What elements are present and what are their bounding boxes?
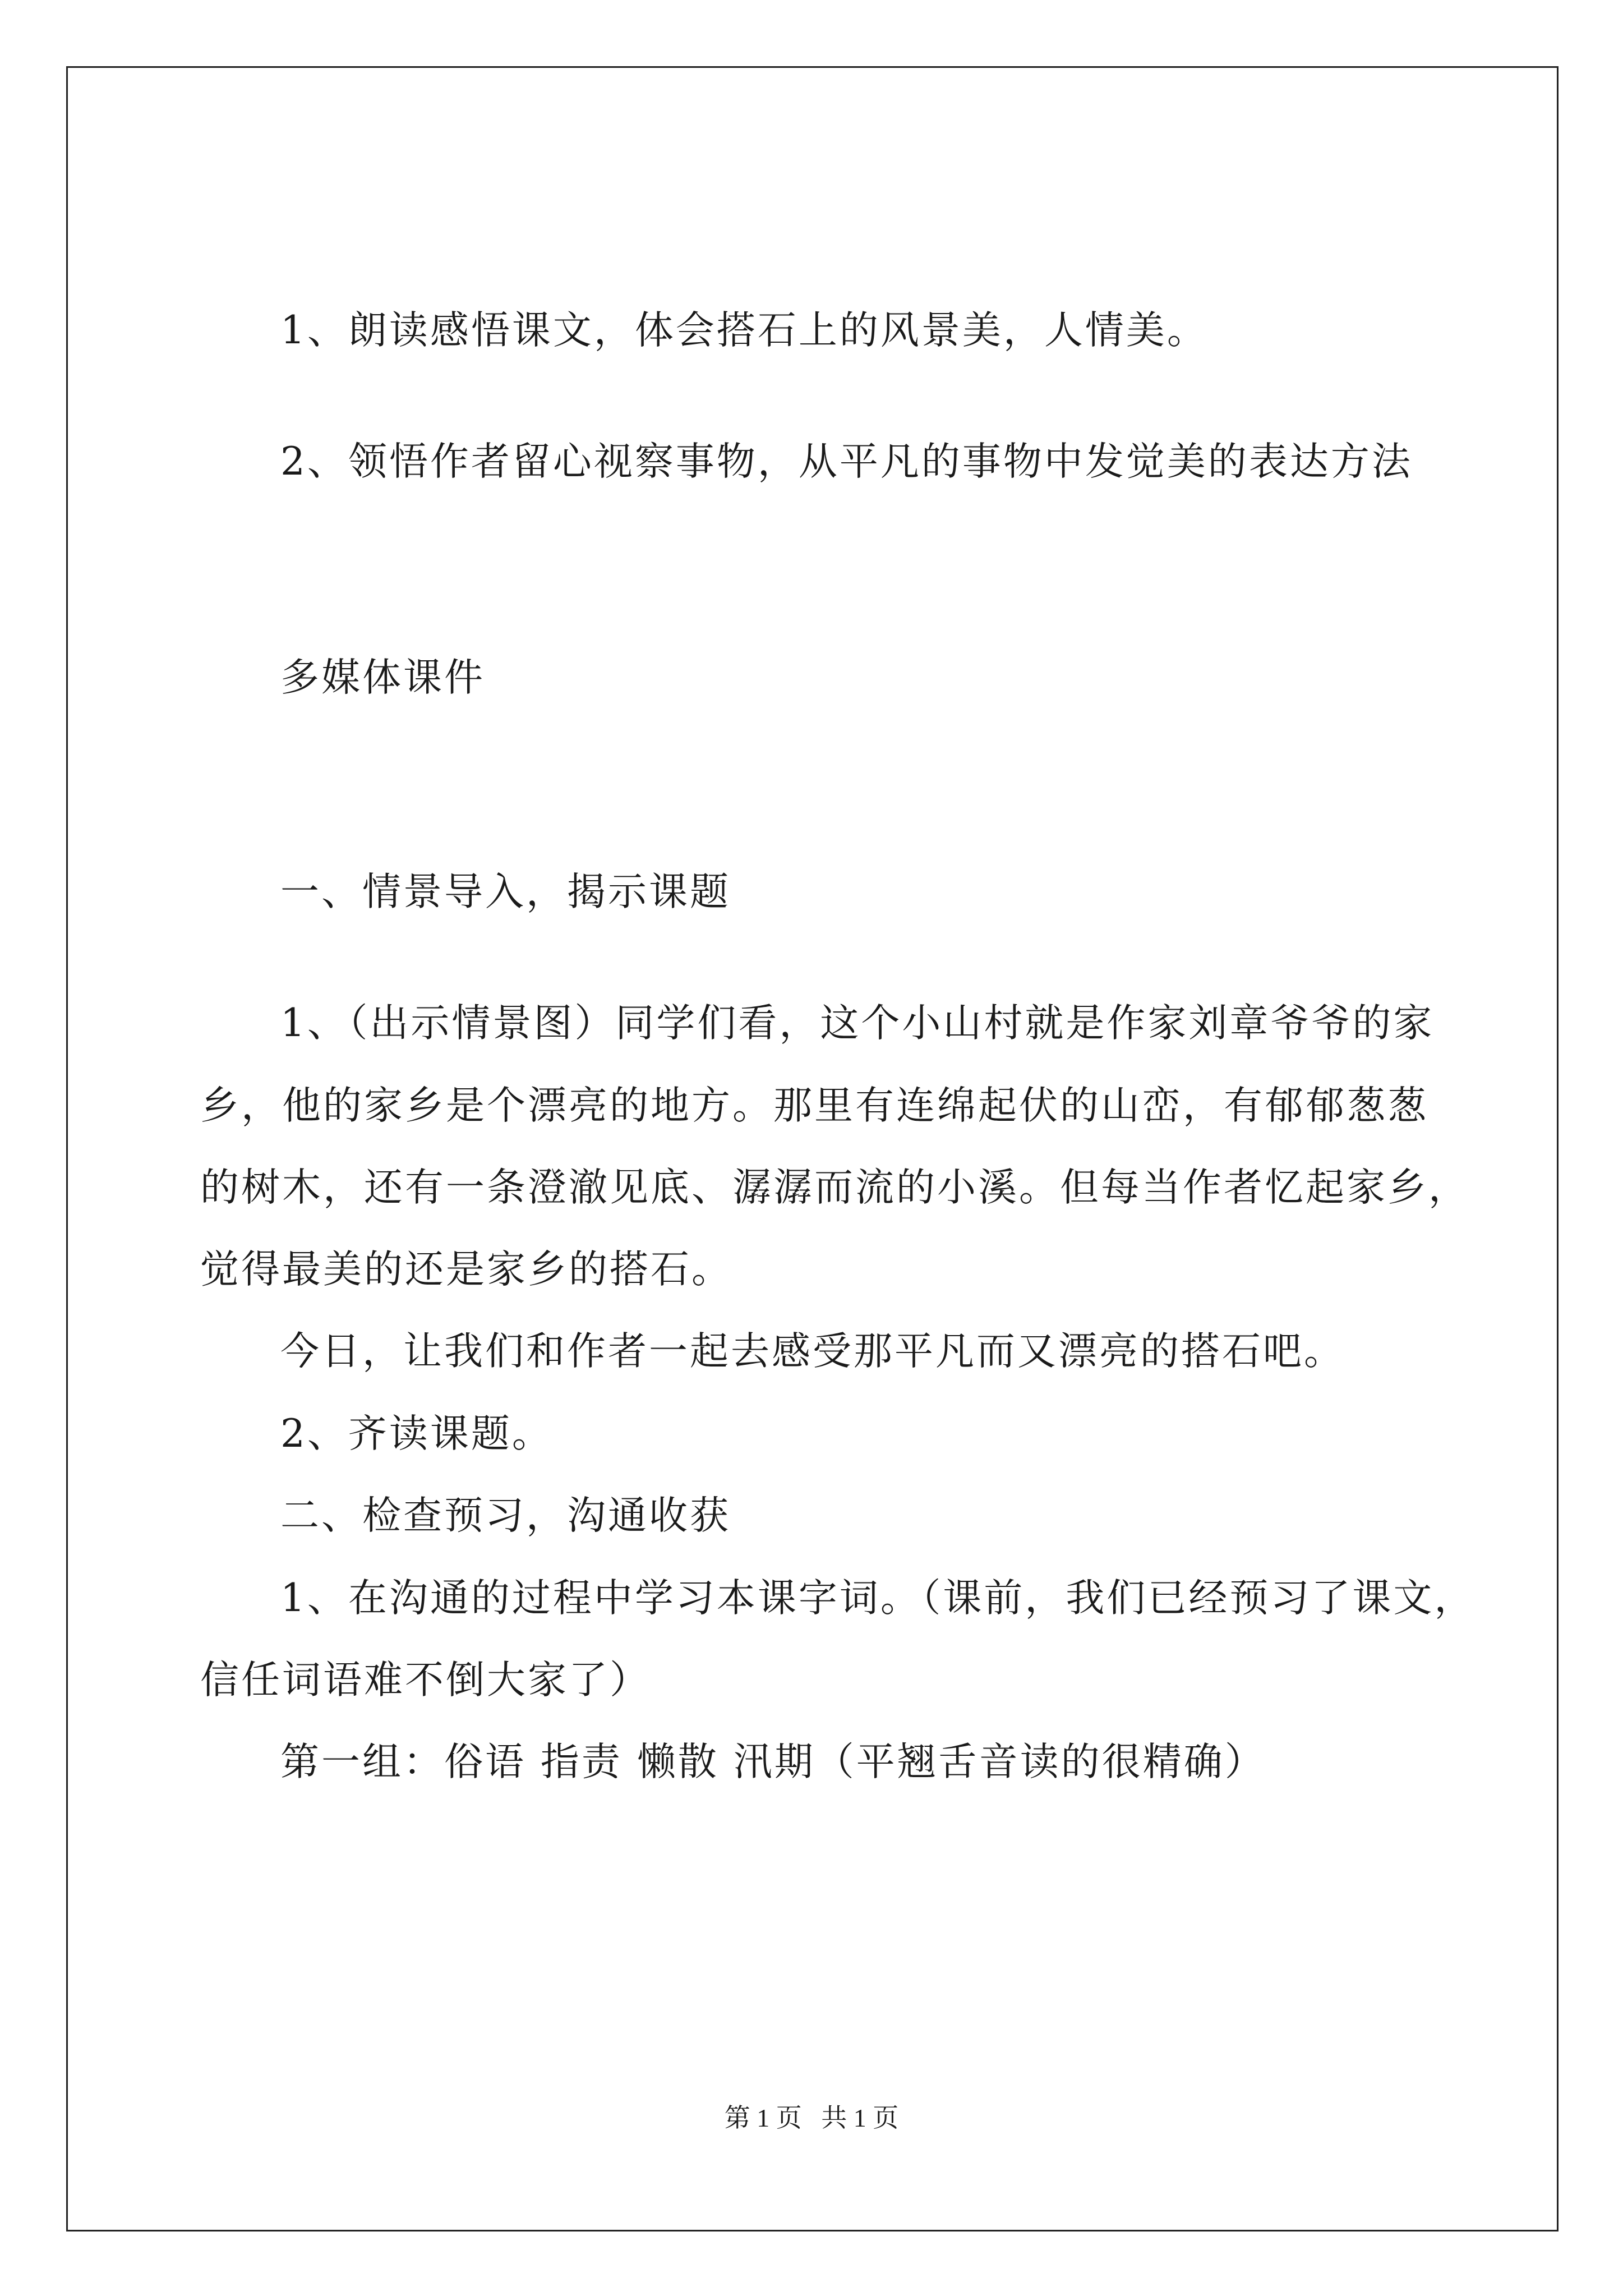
paragraph-line: 2、齐读课题。 <box>280 1411 553 1456</box>
paragraph-line: 信任词语难不倒大家了） <box>200 1658 651 1703</box>
page-footer: 第 1 页 共 1 页 <box>724 2104 899 2132</box>
paragraph-line: 1、在沟通的过程中学习本课字词。（课前，我们已经预习了课文， <box>280 1576 1476 1621</box>
paragraph-line: 乡，他的家乡是个漂亮的地方。那里有连绵起伏的山峦，有郁郁葱葱 <box>200 1083 1428 1128</box>
materials: 多媒体课件 <box>280 655 485 700</box>
section-heading-2: 二、检查预习，沟通收获 <box>280 1493 731 1538</box>
paragraph-line: 今日，让我们和作者一起去感受那平凡而又漂亮的搭石吧。 <box>280 1329 1345 1374</box>
objective-2: 2、领悟作者留心视察事物，从平凡的事物中发觉美的表达方法 <box>280 439 1413 484</box>
paragraph-line: 1、（出示情景图）同学们看，这个小山村就是作家刘章爷爷的家 <box>280 1001 1435 1046</box>
paragraph-line: 的树木，还有一条澄澈见底、潺潺而流的小溪。但每当作者忆起家乡， <box>200 1165 1469 1210</box>
section-heading-1: 一、情景导入，揭示课题 <box>280 869 731 914</box>
objective-1: 1、朗读感悟课文，体会搭石上的风景美，人情美。 <box>280 308 1208 353</box>
page-border <box>66 66 1559 2231</box>
paragraph-line: 第一组：俗语 指责 懒散 汛期（平翘舌音读的很精确） <box>280 1740 1266 1784</box>
paragraph-line: 觉得最美的还是家乡的搭石。 <box>200 1247 732 1292</box>
